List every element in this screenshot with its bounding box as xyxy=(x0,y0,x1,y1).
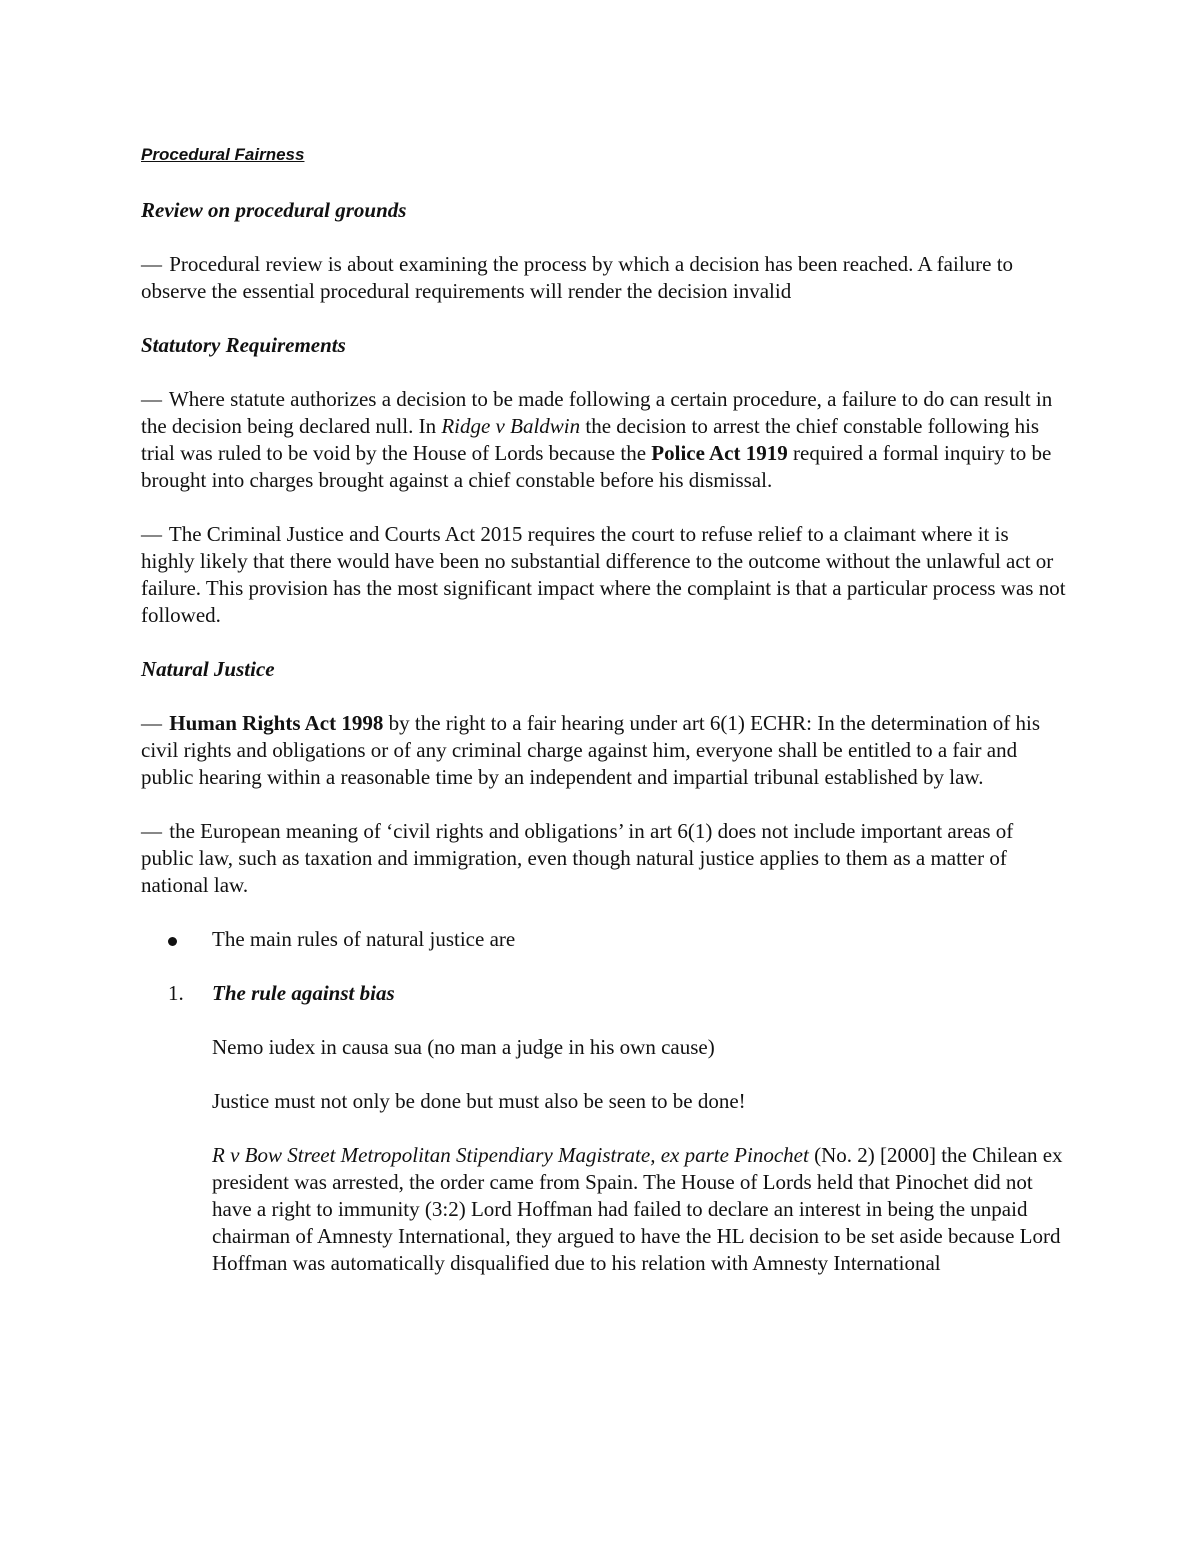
heading-review-on-procedural-grounds: Review on procedural grounds xyxy=(141,198,407,222)
paragraph-text: the decision to arrest the chief constable following his trial was ruled to be void by the House of Lords because the xyxy=(141,414,1040,465)
paragraph-european-meaning xyxy=(141,818,1066,899)
paragraph-procedural-review xyxy=(141,251,1066,305)
heading-rule-against-bias: The rule against bias xyxy=(212,981,395,1005)
case-name-ridge-v-baldwin: Ridge v Baldwin xyxy=(441,414,581,438)
paragraph-text: required a formal inquiry to be brought into charges brought against a chief constable before his dismissal. xyxy=(141,441,1052,492)
paragraph-pinochet-case xyxy=(141,1142,1066,1277)
list-number: 1. xyxy=(168,981,184,1005)
case-name-pinochet: R v Bow Street Metropolitan Stipendiary Magistrate, ex parte Pinochet xyxy=(212,1143,809,1167)
paragraph-text: by the right to a fair hearing under art 6(1) ECHR: In the determination of his civil rights and obligations or of any criminal charge against him, everyone shall be entitled to a fair and public hearing within a reasonable time by an independent and impartial tribunal established by law. xyxy=(141,711,1041,789)
paragraph-statute-authorizes xyxy=(141,386,1066,494)
bullet-text: The main rules of natural justice are xyxy=(212,927,516,951)
paragraph-text: the European meaning of ‘civil rights and obligations’ in art 6(1) does not include important areas of public law, such as taxation and immigration, even though natural justice applies to them as a matter of national law. xyxy=(141,819,1014,897)
paragraph-text: Where statute authorizes a decision to be made following a certain procedure, a failure to do can result in the decision being declared null. In xyxy=(141,387,1053,438)
bullet-icon xyxy=(168,926,212,953)
em-dash: — xyxy=(141,711,162,735)
em-dash: — xyxy=(141,819,162,843)
heading-statutory-requirements: Statutory Requirements xyxy=(141,333,346,357)
document-title: Procedural Fairness xyxy=(141,145,305,164)
bullet-list-item xyxy=(141,926,1066,953)
em-dash: — xyxy=(141,387,162,411)
numbered-list-item-1 xyxy=(141,980,1066,1007)
paragraph-justice-must-be-seen: Justice must not only be done but must also be seen to be done! xyxy=(212,1089,746,1113)
em-dash: — xyxy=(141,522,162,546)
paragraph-text: The Criminal Justice and Courts Act 2015 requires the court to refuse relief to a claimant where it is highly likely that there would have been no substantial difference to the outcome without the unlawful act or failure. This provision has the most significant impact where the complaint is that a particular process was not followed. xyxy=(141,522,1066,627)
paragraph-criminal-justice-act xyxy=(141,521,1066,629)
paragraph-text: Procedural review is about examining the process by which a decision has been reached. A failure to observe the essential procedural requirements will render the decision invalid xyxy=(141,252,1014,303)
paragraph-human-rights-act xyxy=(141,710,1066,791)
act-name-human-rights-act: Human Rights Act 1998 xyxy=(169,711,384,735)
heading-natural-justice: Natural Justice xyxy=(141,657,275,681)
document-body xyxy=(141,140,1066,1277)
paragraph-text: (No. 2) [2000] the Chilean ex president was arrested, the order came from Spain. The House of Lords held that Pinochet did not have a right to immunity (3:2) Lord Hoffman had failed to declare an interest in being the unpaid chairman of Amnesty International, they argued to have the HL decision to be set aside because Lord Hoffman was automatically disqualified due to his relation with Amnesty International xyxy=(212,1143,1063,1275)
act-name-police-act: Police Act 1919 xyxy=(651,441,788,465)
paragraph-nemo-iudex: Nemo iudex in causa sua (no man a judge in his own cause) xyxy=(212,1035,715,1059)
em-dash: — xyxy=(141,252,162,276)
